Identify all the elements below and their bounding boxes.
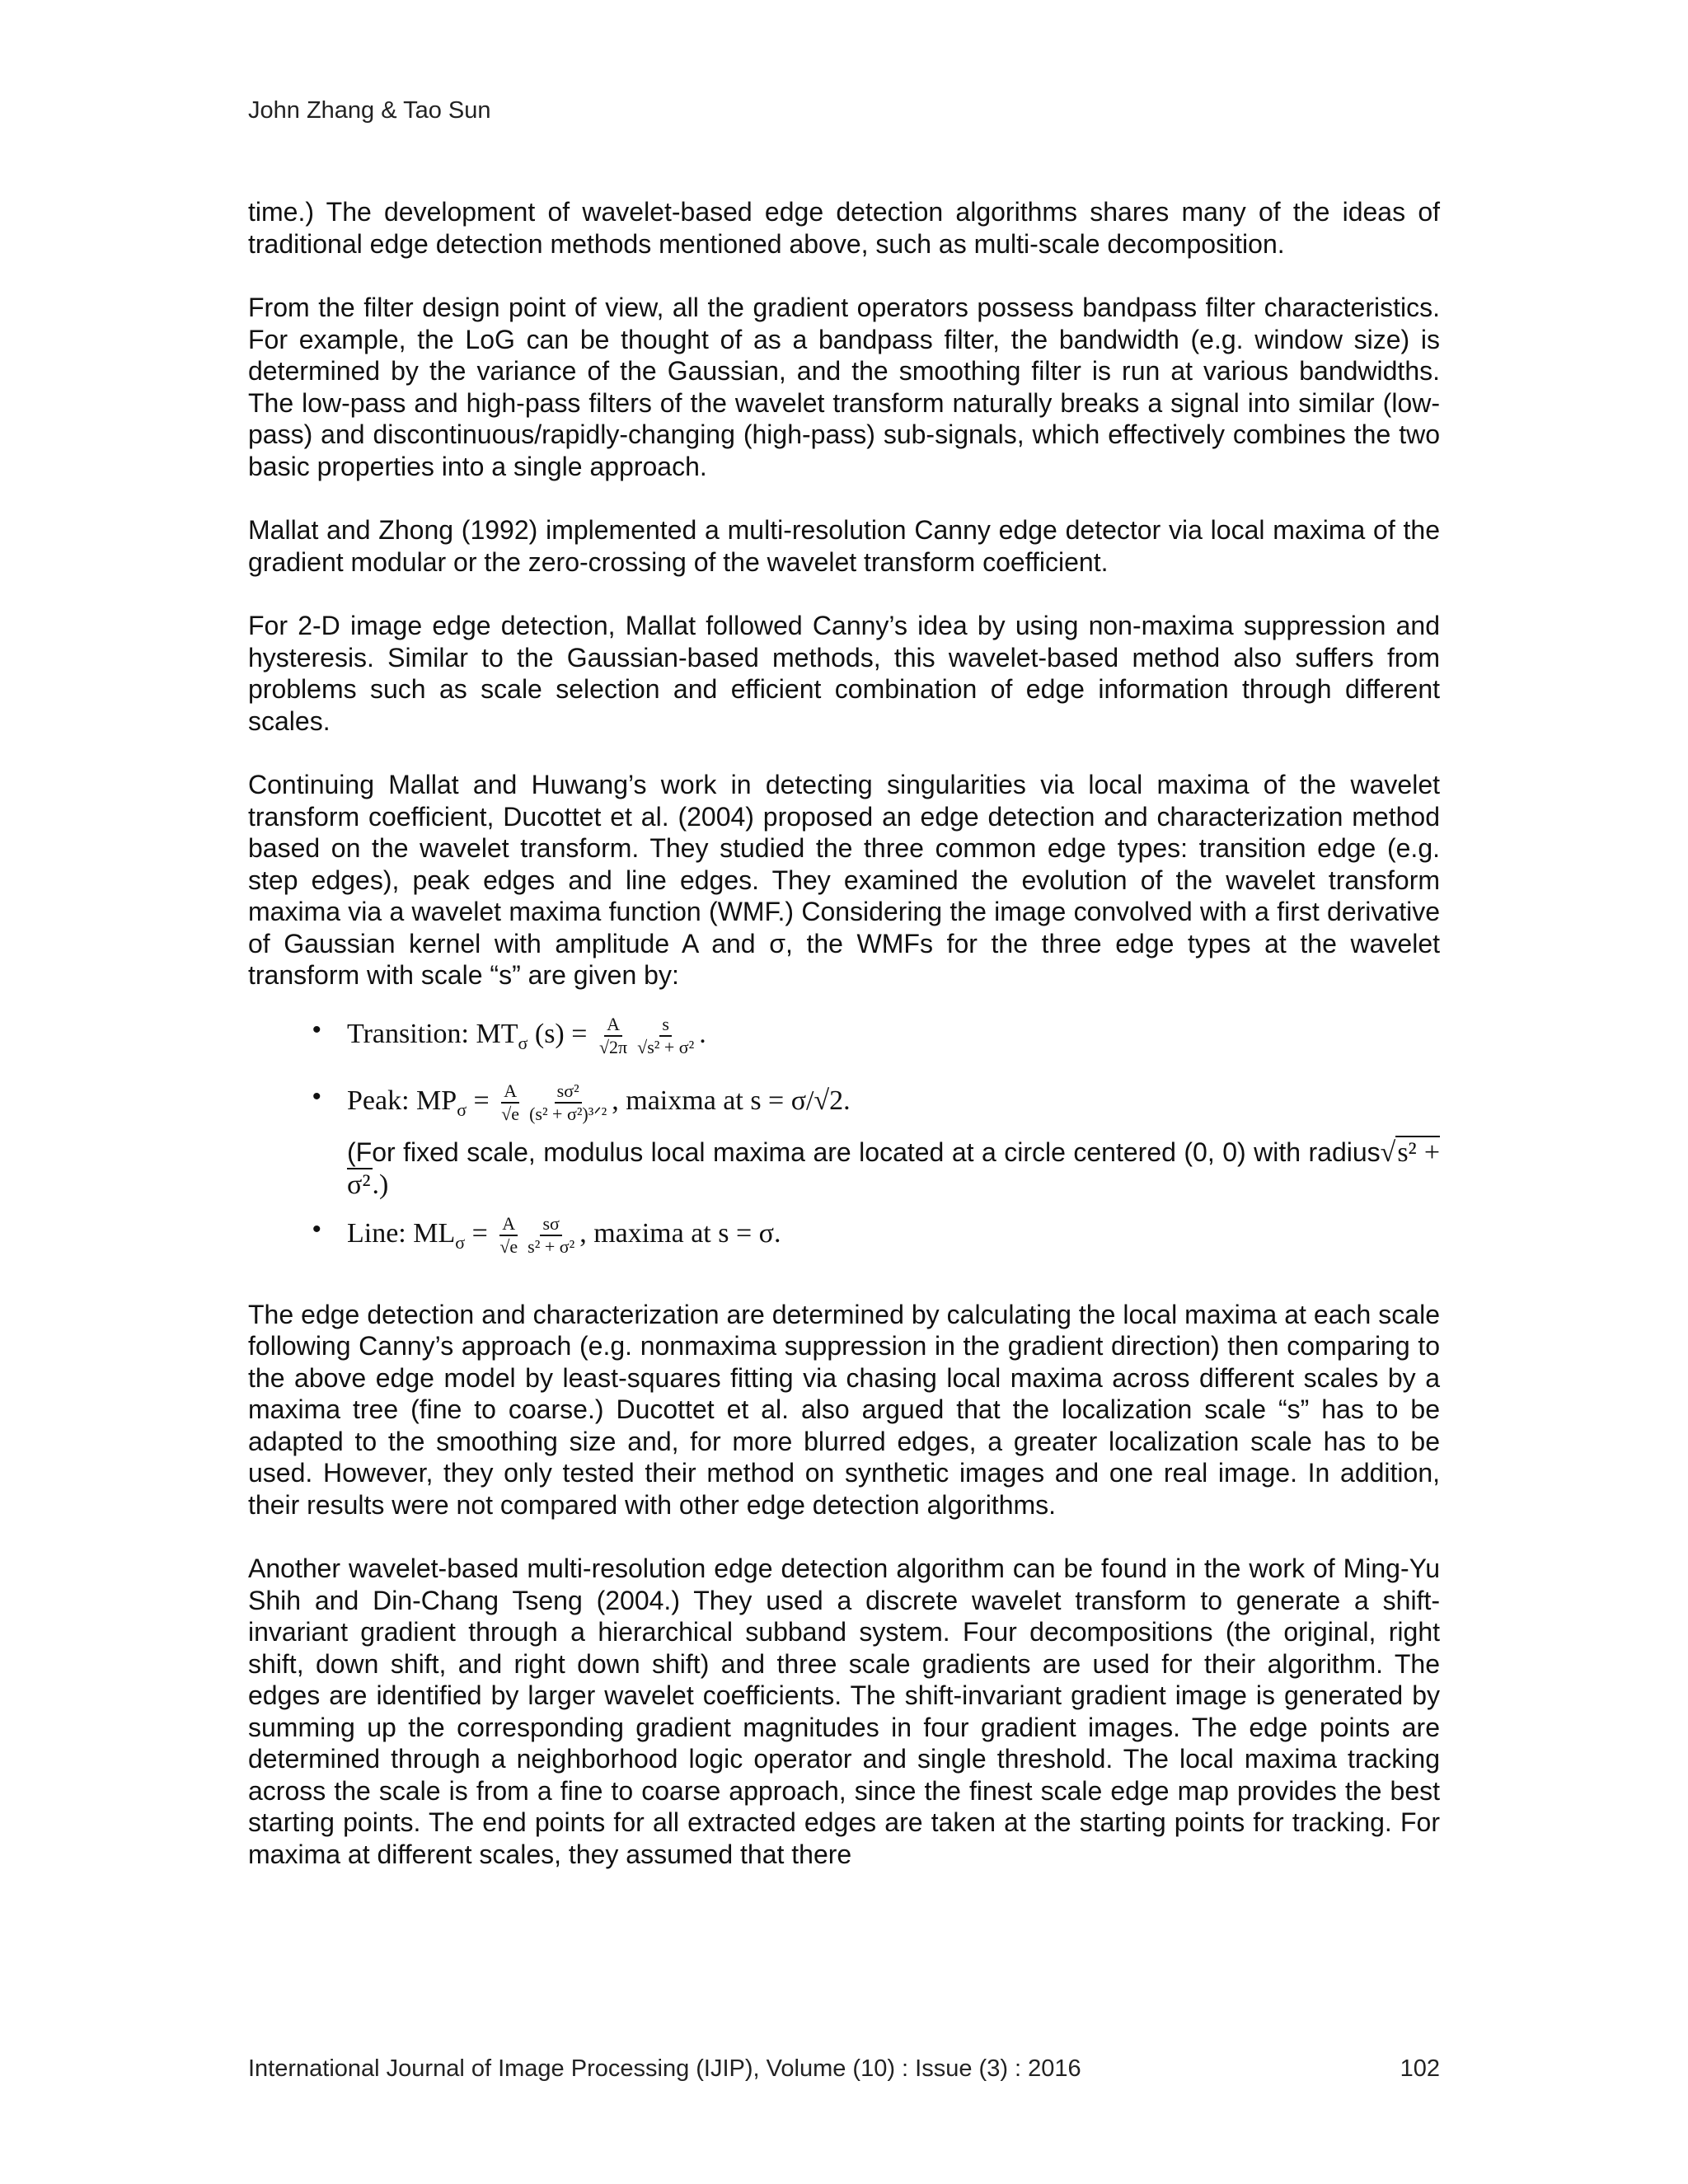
line-formula <box>347 1209 781 1268</box>
paragraph-shih-tseng: Another wavelet-based multi-resolution edge detection algorithm can be found in the work of Ming-Yu Shih and Din-Chang Tseng (2004.) They used a discrete wavelet transform to generate a shift-invariant gradient through a hierarchical subband system. Four decompositions (the original, right shift, down shift, and right down shift) and three scale gradients are used for their algorithm. The edges are identified by larger wavelet coefficients. The shift-invariant gradient image is generated by summing up the corresponding gradient magnitudes in four gradient images. The edge points are determined through a neighborhood logic operator and single threshold. The local maxima tracking across the scale is from a fine to coarse approach, since the finest scale edge map provides the best starting points. The end points for all extracted edges are taken at the starting points for tracking. For maxima at different scales, they assumed that there <box>248 1554 1440 1869</box>
peak-note-radius: √s² + σ².) <box>347 1137 1440 1200</box>
transition-tail: . <box>699 1018 706 1049</box>
peak-formula <box>347 1076 851 1135</box>
paragraph-wavelet-development: time.) The development of wavelet-based edge detection algorithms shares many of the ideas of traditional edge detection methods mentioned above, such as multi-scale decomposition. <box>248 197 1440 259</box>
running-header-authors: John Zhang & Tao Sun <box>248 97 491 124</box>
bullet: • <box>312 1082 321 1110</box>
line-subscript: σ <box>455 1231 466 1253</box>
bullet: • <box>312 1015 321 1043</box>
equation-peak <box>248 1076 1440 1201</box>
line-fraction-1: $\frac{A}{√e}$ <box>499 1212 518 1257</box>
transition-argument: (s) = <box>534 1018 588 1049</box>
peak-label: Peak: MP <box>347 1085 457 1116</box>
peak-tail: , maixma at s = σ/√2. <box>612 1085 851 1116</box>
peak-note-text: (For fixed scale, modulus local maxima are located at a circle centered (0, 0) with radius <box>347 1137 1381 1167</box>
line-label: Line: ML <box>347 1217 456 1249</box>
peak-note <box>347 1137 1440 1201</box>
paragraph-2d-edge-detection: For 2-D image edge detection, Mallat followed Canny’s idea by using non-maxima suppression and hysteresis. Similar to the Gaussian-based methods, this wavelet-based method also suffers from problems such as scale selection and efficient combination of edge information through different scales. <box>248 611 1440 736</box>
paragraph-ducottet: Continuing Mallat and Huwang’s work in detecting singularities via local maxima of the wavelet transform coefficient, Ducottet et al. (2004) proposed an edge detection and characterization method based on the wavelet transform. They studied the three common edge types: transition edge (e.g. step edges), peak edges and line edges. They examined the evolution of the wavelet transform maxima via a wavelet maxima function (WMF.) Considering the image convolved with a first derivative of Gaussian kernel with amplitude A and σ, the WMFs for the three edge types at the wavelet transform with scale “s” are given by: <box>248 770 1440 990</box>
line-fraction-2: $\frac{s\sigma}{\text{s² + σ²}}$ <box>528 1212 575 1257</box>
transition-label: Transition: MT <box>347 1018 518 1049</box>
transition-fraction-1: $\frac{A}{√2\pi}$ <box>598 1013 628 1057</box>
transition-subscript: σ <box>518 1032 528 1053</box>
paragraph-edge-characterization: The edge detection and characterization are determined by calculating the local maxima at each scale following Canny’s approach (e.g. nonmaxima suppression in the gradient direction) then comparing to the above edge model by least-squares fitting via chasing local maxima across different scales by a maxima tree (fine to coarse.) Ducottet et al. also argued that the localization scale “s” has to be adapted to the smoothing size and, for more blurred edges, a greater localization scale has to be used. However, they only tested their method on synthetic images and one real image. In addition, their results were not compared with other edge detection algorithms. <box>248 1299 1440 1520</box>
paragraph-mallat-zhong: Mallat and Zhong (1992) implemented a multi-resolution Canny edge detector via local maxima of the gradient modular or the zero-crossing of the wavelet transform coefficient. <box>248 515 1440 577</box>
equation-line <box>248 1209 1440 1268</box>
line-equals: = <box>471 1217 488 1249</box>
transition-formula <box>347 1010 706 1068</box>
peak-fraction-2: $\frac{\text{sσ²}}{\text{(s² + σ²)³ᐟ²}}$ <box>529 1080 607 1124</box>
wmf-equation-list <box>248 1010 1440 1268</box>
paragraph-filter-design: From the filter design point of view, all the gradient operators possess bandpass filter characteristics. For example, the LoG can be thought of as a bandpass filter, the bandwidth (e.g. window size) is determined by the variance of the Gaussian, and the smoothing filter is run at various bandwidths. The low-pass and high-pass filters of the wavelet transform naturally breaks a signal into similar (low-pass) and discontinuous/rapidly-changing (high-pass) sub-signals, which effectively combines the two basic properties into a single approach. <box>248 293 1440 481</box>
transition-fraction-2: $\frac{s}{\text{√s² + σ²}}$ <box>637 1013 695 1057</box>
peak-equals: = <box>473 1085 490 1116</box>
line-tail: , maxima at s = σ. <box>579 1217 781 1249</box>
bullet: • <box>312 1215 321 1243</box>
peak-fraction-1: $\frac{A}{√e}$ <box>501 1080 520 1124</box>
equation-transition <box>248 1010 1440 1068</box>
page-number: 102 <box>1400 2055 1440 2082</box>
page-body <box>248 196 1440 1902</box>
peak-subscript: σ <box>457 1099 467 1120</box>
footer-journal: International Journal of Image Processing (IJIP), Volume (10) : Issue (3) : 2016 <box>248 2055 1081 2082</box>
page-footer <box>248 2055 1440 2083</box>
